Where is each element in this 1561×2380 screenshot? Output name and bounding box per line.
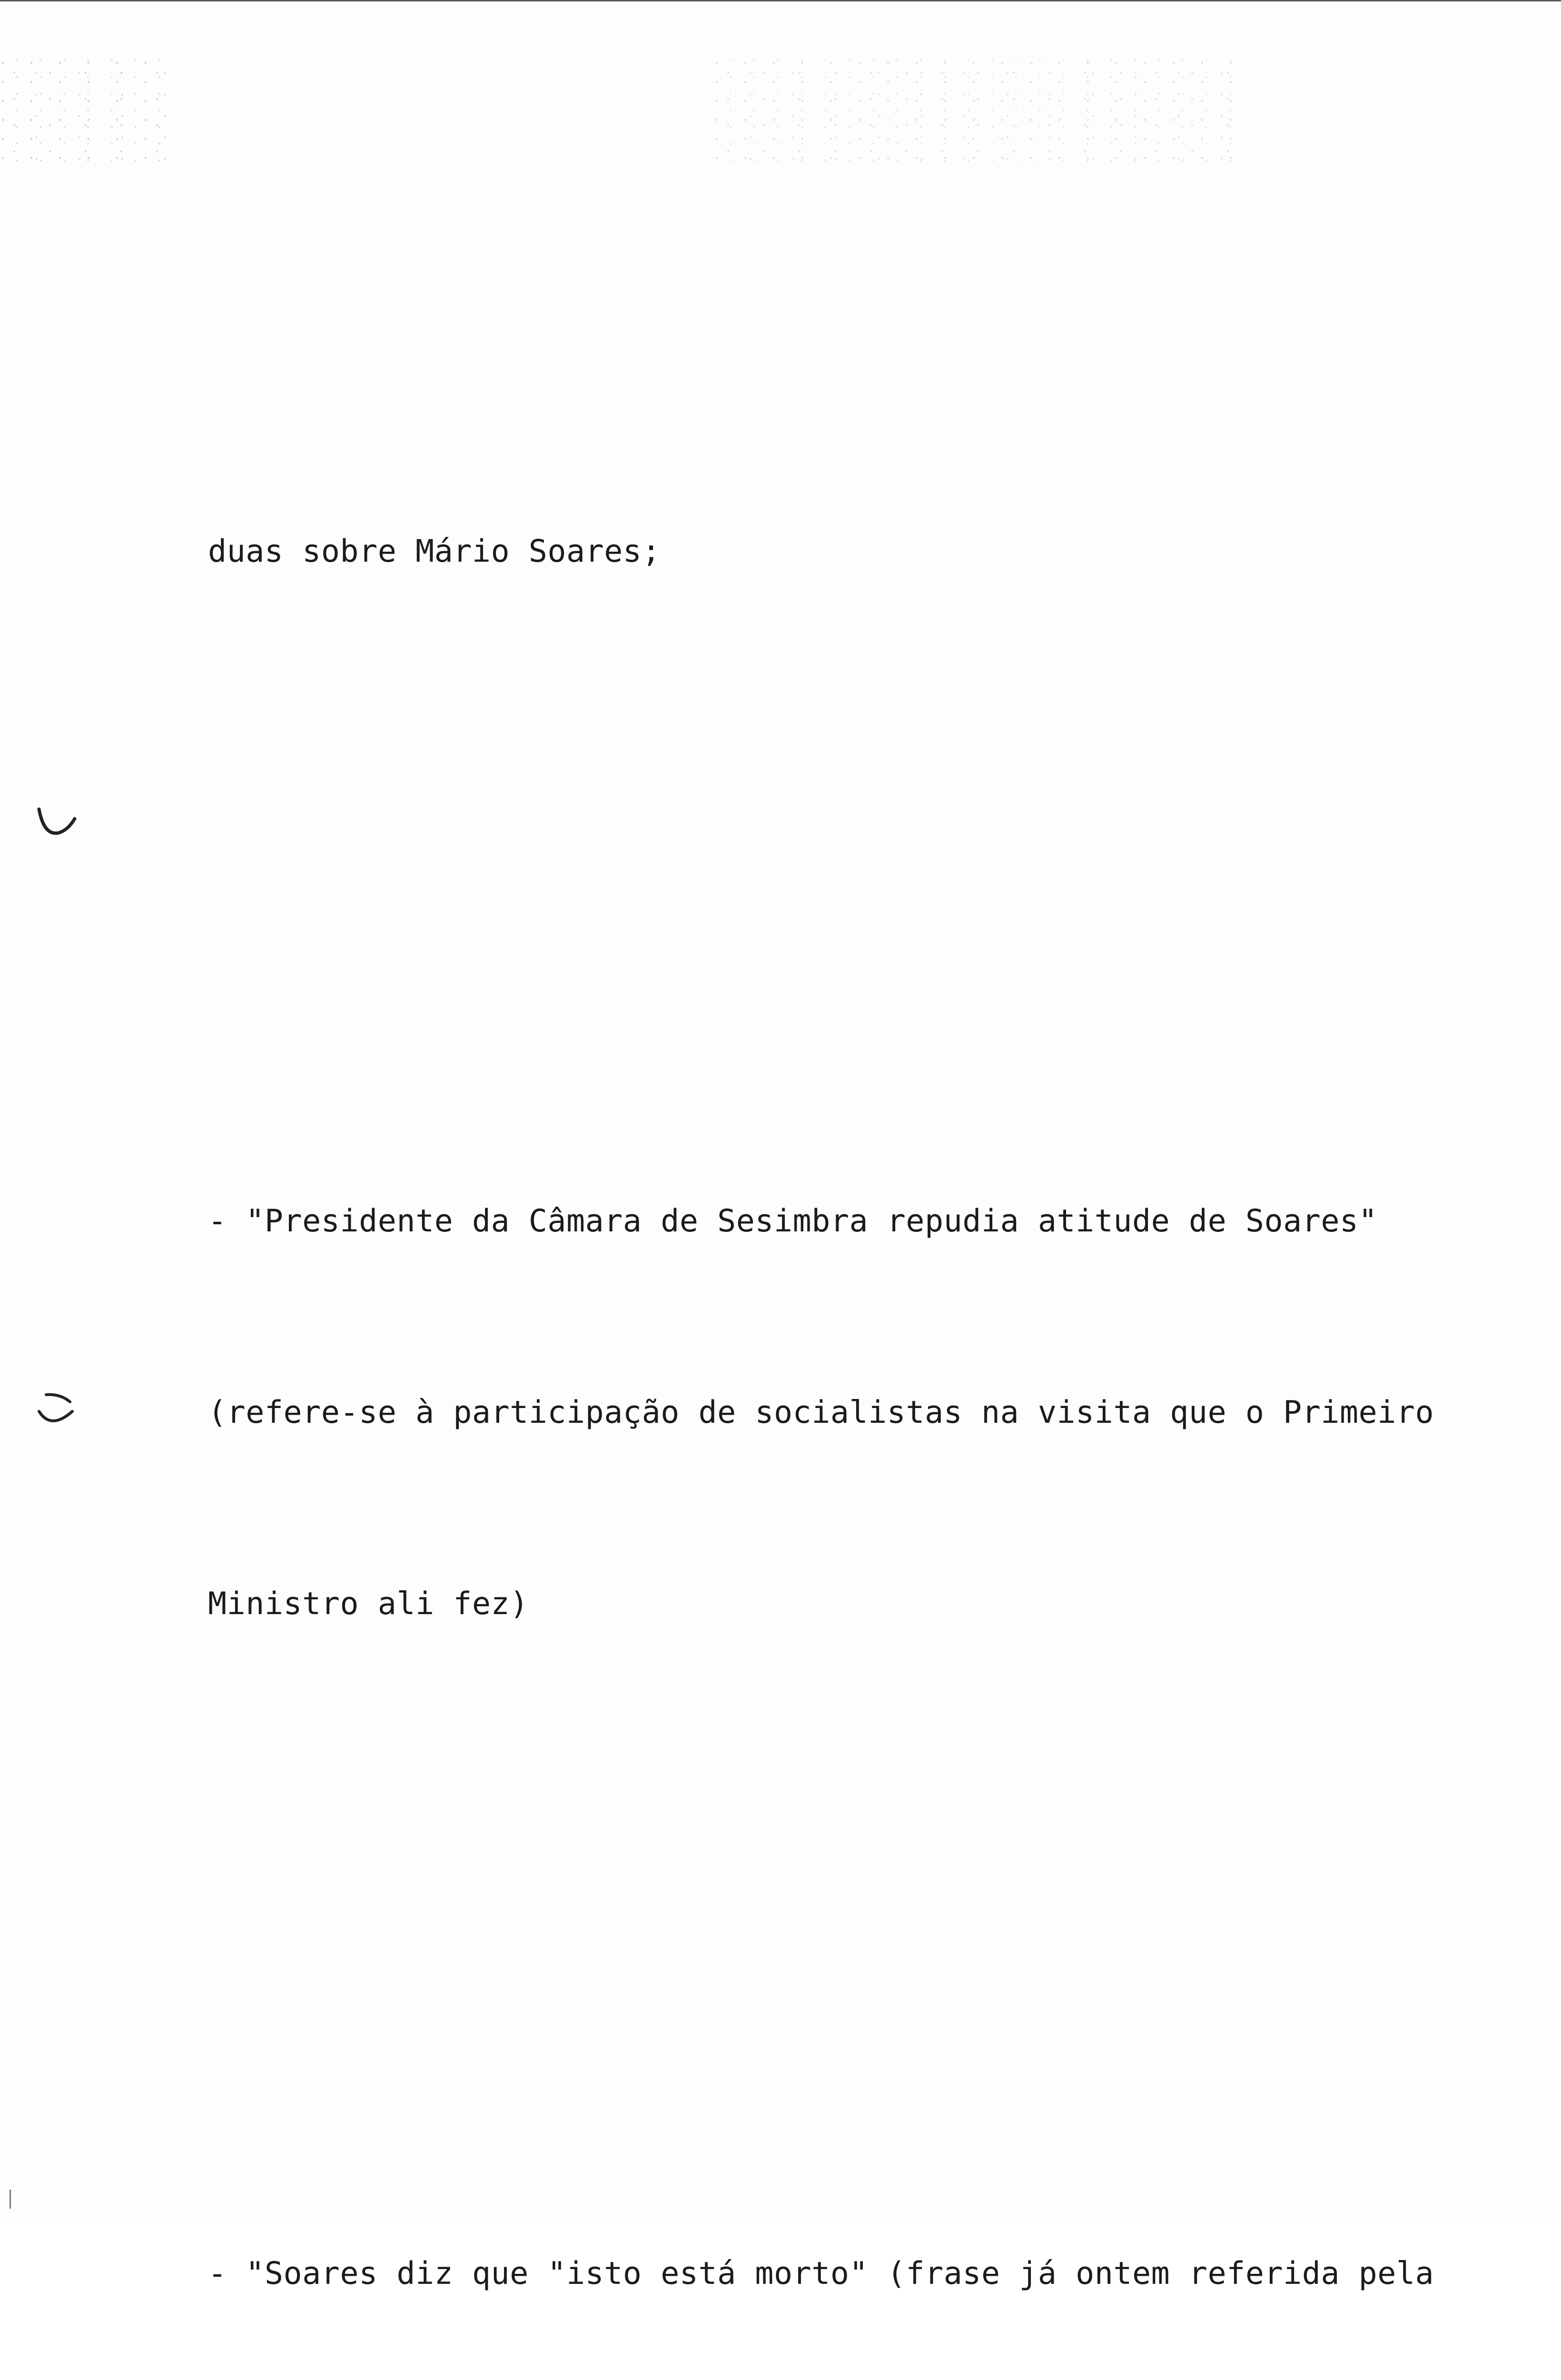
punch-hole-mark-upper: [34, 800, 77, 843]
paragraph: [208, 1062, 1521, 1764]
paragraph: [208, 392, 1521, 711]
punch-hole-mark-lower: [34, 1390, 77, 1433]
top-edge-rule: [0, 0, 1561, 4]
text-line: duas sobre Mário Soares;: [208, 534, 661, 569]
scan-edge-mark: [10, 2190, 11, 2209]
document-body: [208, 265, 1521, 2380]
paragraph: [208, 2114, 1521, 2380]
scan-noise-left: [0, 57, 171, 162]
text-line: Ministro ali fez): [208, 1586, 529, 1622]
text-line: - "Soares diz que "isto está morto" (frase já ontem referida pela: [208, 2256, 1434, 2291]
scan-noise-right: [714, 57, 1237, 162]
text-line: (refere-se à participação de socialistas na visita que o Primeiro: [208, 1395, 1434, 1430]
text-line: - "Presidente da Câmara de Sesimbra repudia atitude de Soares": [208, 1203, 1378, 1239]
